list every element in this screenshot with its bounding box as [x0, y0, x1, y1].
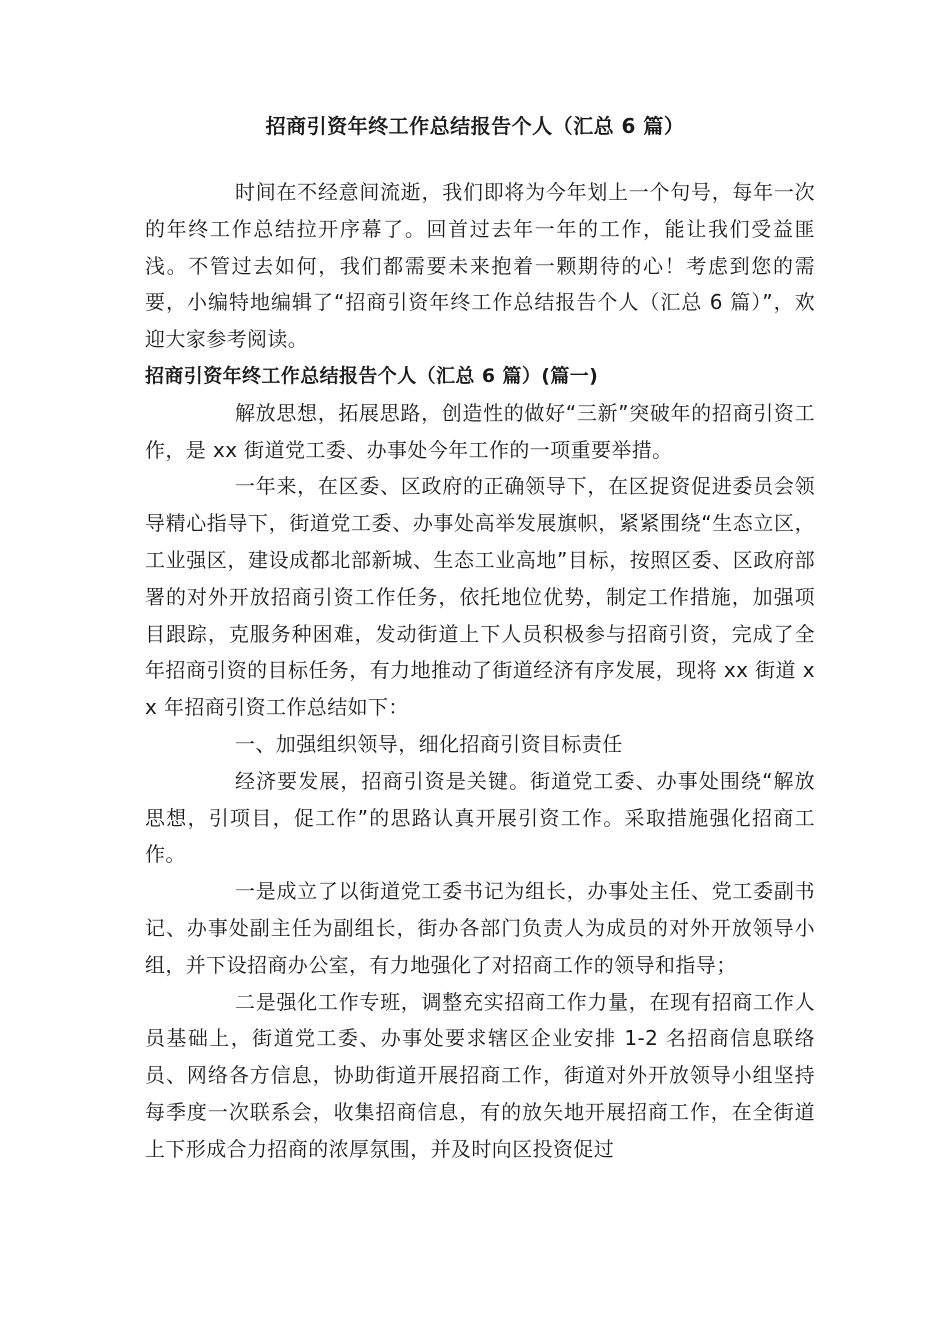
body-paragraph: 一是成立了以街道党工委书记为组长，办事处主任、党工委副书记、办事处副主任为副组长，街办各部门负责人为成员的对外开放领导小组，并下设招商办公室，有力地强化了对招商工作的领导和指导；	[145, 879, 815, 977]
subsection-heading: 一、加强组织领导，细化招商引资目标责任	[235, 731, 623, 756]
body-paragraph: 一年来，在区委、区政府的正确领导下，在区捉资促进委员会领导精心指导下，街道党工委、办事处高举发展旗帜，紧紧围绕“生态立区，工业强区，建设成都北部新城、生态工业高地”目标，按照区委、区政府部署的对外开放招商引资工作任务，依托地位优势，制定工作措施，加强项目跟踪，克服务种困难，发动街道上下人员积极参与招商引资，完成了全年招商引资的目标任务，有力地推动了街道经济有序发展，现将 xx 街道 xx 年招商引资工作总结如下：	[145, 474, 815, 720]
body-paragraph: 二是强化工作专班，调整充实招商工作力量，在现有招商工作人员基础上，街道党工委、办事处要求辖区企业安排 1-2 名招商信息联络员、网络各方信息，协助街道开展招商工作，街道对外开放领导小组坚持每季度一次联系会，收集招商信息，有的放矢地开展招商工作，在全街道上下形成合力招商的浓厚氛围，并及时向区投资促过	[145, 989, 815, 1161]
section-heading: 招商引资年终工作总结报告个人（汇总 6 篇）(篇一)	[145, 364, 599, 387]
document-title: 招商引资年终工作总结报告个人（汇总 6 篇）	[265, 114, 685, 138]
body-paragraph: 解放思想，拓展思路，创造性的做好“三新”突破年的招商引资工作，是 xx 街道党工委、办事处今年工作的一项重要举措。	[145, 400, 815, 462]
intro-paragraph: 时间在不经意间流逝，我们即将为今年划上一个句号，每年一次的年终工作总结拉开序幕了。回首过去年一年的工作，能让我们受益匪浅。不管过去如何，我们都需要未来抱着一颗期待的心！考虑到您的需要，小编特地编辑了“招商引资年终工作总结报告个人（汇总 6 篇）”，欢迎大家参考阅读。	[145, 180, 815, 352]
body-paragraph: 经济要发展，招商引资是关键。街道党工委、办事处围绕“解放思想，引项目，促工作”的思路认真开展引资工作。采取措施强化招商工作。	[145, 768, 815, 867]
document-body	[145, 174, 815, 1168]
